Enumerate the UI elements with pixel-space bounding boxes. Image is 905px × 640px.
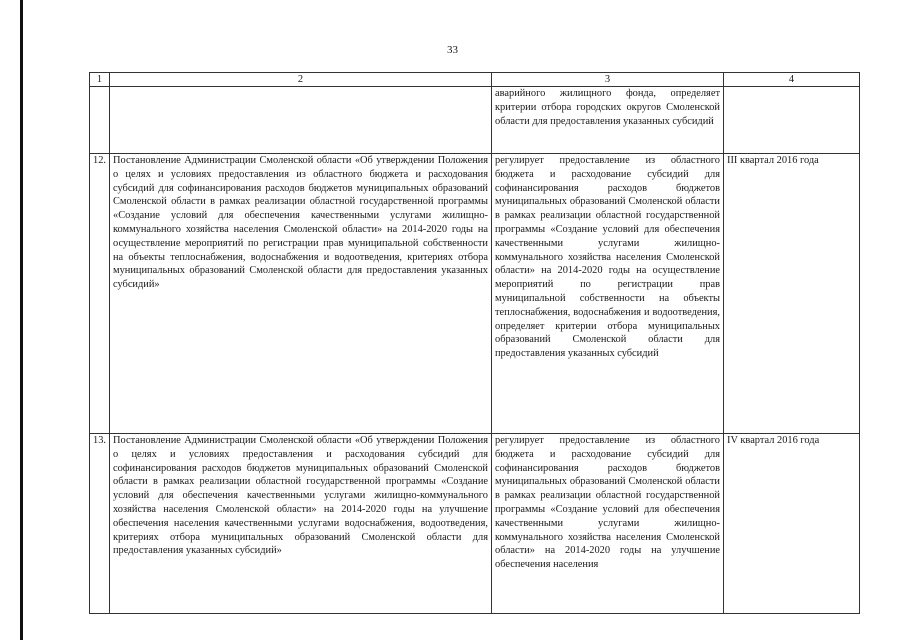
cont-deadline-cell <box>724 87 860 154</box>
cont-description-text: аварийного жилищного фонда, определяет критерии отбора городских округов Смоленской области для предоставления указанных субсидий <box>495 88 720 127</box>
cont-document-cell <box>110 87 492 154</box>
row-deadline: III квартал 2016 года <box>724 154 860 434</box>
header-col-3: 3 <box>492 73 724 87</box>
page-number: 33 <box>447 44 458 56</box>
plan-table <box>89 72 860 614</box>
row-deadline: IV квартал 2016 года <box>724 434 860 614</box>
row-number: 12. <box>90 154 110 434</box>
row-document: Постановление Администрации Смоленской области «Об утверждении Положения о целях и условиях предоставления из областного бюджета и расходования субсидий для софинансирования расходов бюджетов муниципальных образований Смоленской области в рамках реализации областной государственной программы «Создание условий для обеспечения качественными услугами жилищно-коммунального хозяйства населения Смоленской области» на 2014-2020 годы на осуществление мероприятий по регистрации прав муниципальной собственности на объекты теплоснабжения, водоснабжения и водоотведения, критериях отбора муниципальных образований Смоленской области для предоставления указанных субсидий» <box>110 154 492 434</box>
header-col-1: 1 <box>90 73 110 87</box>
row-description: регулирует предоставление из областного бюджета и расходование субсидий для софинансирования расходов бюджетов муниципальных образований Смоленской области в рамках реализации областной государственной программы «Создание условий для обеспечения качественными услугами жилищно-коммунального хозяйства населения Смоленской области» на 2014-2020 годы на улучшение обеспечения населения <box>492 434 724 614</box>
row-document: Постановление Администрации Смоленской области «Об утверждении Положения о целях и условиях предоставления и расходования субсидий для софинансирования расходов бюджетов муниципальных образований Смоленской области в рамках реализации областной государственной программы «Создание условий для обеспечения качественными услугами жилищно-коммунального хозяйства населения Смоленской области» на 2014-2020 годы на улучшение обеспечения населения качественными услугами водоснабжения, водоотведения, критериях отбора муниципальных образований Смоленской области для предоставления указанных субсидий» <box>110 434 492 614</box>
table-row <box>90 154 860 434</box>
table-row-continuation <box>90 87 860 154</box>
table-row <box>90 434 860 614</box>
table-header-row <box>90 73 860 87</box>
header-col-4: 4 <box>724 73 860 87</box>
scan-edge-line <box>20 0 23 640</box>
row-description: регулирует предоставление из областного бюджета и расходование субсидий для софинансирования расходов бюджетов муниципальных образований Смоленской области в рамках реализации областной государственной программы «Создание условий для обеспечения качественными услугами жилищно-коммунального хозяйства населения Смоленской области» на 2014-2020 годы на осуществление мероприятий по регистрации прав муниципальной собственности на объекты теплоснабжения, водоснабжения и водоотведения, определяет критерии отбора муниципальных образований Смоленской области для предоставления указанных субсидий <box>492 154 724 434</box>
cont-description-cell <box>492 87 724 154</box>
cont-num-cell <box>90 87 110 154</box>
header-col-2: 2 <box>110 73 492 87</box>
row-number: 13. <box>90 434 110 614</box>
